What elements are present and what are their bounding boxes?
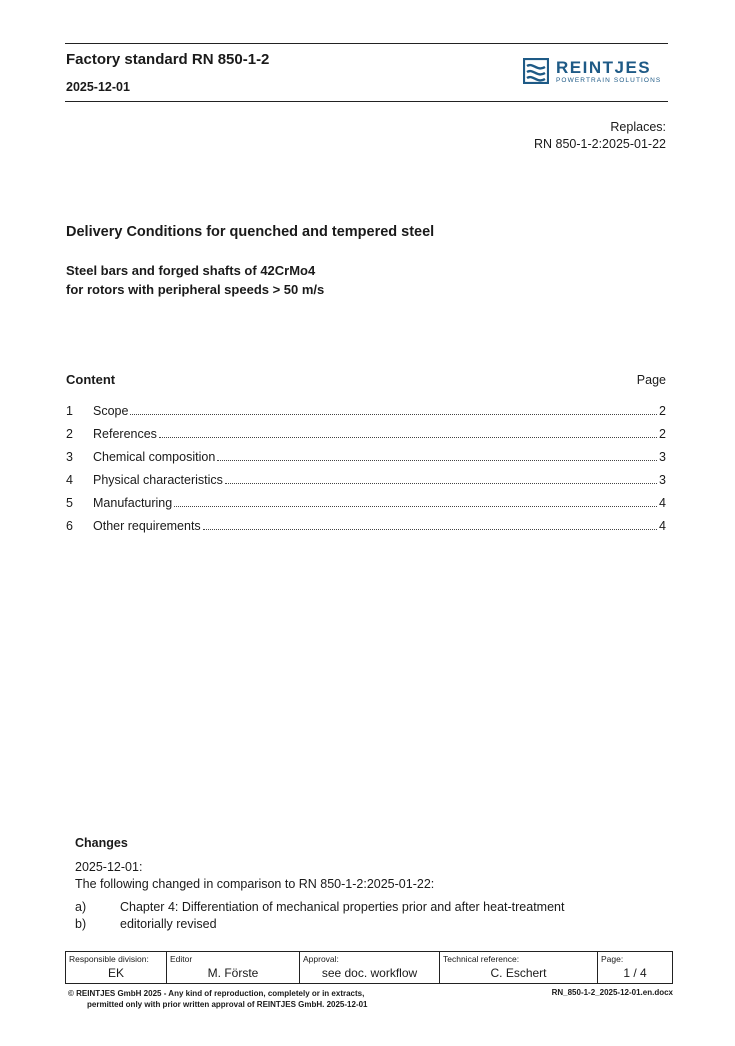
toc-title: Manufacturing [93, 496, 173, 510]
subtitle-line-2: for rotors with peripheral speeds > 50 m/s [66, 282, 325, 297]
toc-leader-dots [159, 437, 657, 438]
copyright-notice [68, 988, 368, 1010]
subtitle-line-1: Steel bars and forged shafts of 42CrMo4 [66, 263, 316, 278]
toc-entry-scope[interactable] [66, 404, 666, 427]
header-bottom-rule [65, 101, 668, 102]
toc-number: 6 [66, 519, 73, 533]
toc-entry-references[interactable] [66, 427, 666, 450]
file-name: RN_850-1-2_2025-12-01.en.docx [551, 988, 673, 997]
toc-title: References [93, 427, 157, 441]
footer-cell-approval [300, 952, 440, 984]
subtitle [66, 261, 324, 299]
logo-name: REINTJES [556, 58, 652, 77]
change-text: Chapter 4: Differentiation of mechanical properties prior and after heat-treatment [120, 900, 565, 914]
change-item [75, 917, 564, 934]
toc-entry-physical-characteristics[interactable] [66, 473, 666, 496]
toc-leader-dots [225, 483, 657, 484]
header-top-rule [65, 43, 668, 44]
company-logo [523, 58, 668, 86]
footer-cell-technical-reference [440, 952, 598, 984]
technical-reference-value: C. Eschert [490, 966, 547, 980]
reintjes-wave-logo-icon [523, 58, 549, 84]
toc-title: Other requirements [93, 519, 201, 533]
responsible-label: Responsible division: [69, 954, 149, 964]
toc-title: Physical characteristics [93, 473, 223, 487]
footer-cell-responsible [66, 952, 167, 984]
responsible-value: EK [107, 966, 124, 980]
copyright-line-2: permitted only with prior written approval of REINTJES GmbH. 2025-12-01 [87, 1000, 368, 1009]
editor-value: M. Förste [207, 966, 259, 980]
content-heading: Content [66, 372, 116, 387]
replaces-label: Replaces: [610, 120, 666, 134]
page-label: Page: [601, 954, 624, 964]
content-page-heading: Page [636, 373, 666, 387]
toc-page: 2 [659, 404, 666, 418]
change-letter: a) [75, 900, 87, 914]
toc-page: 4 [659, 496, 666, 510]
toc-entry-other-requirements[interactable] [66, 519, 666, 542]
change-item [75, 900, 564, 917]
approval-value: see doc. workflow [321, 966, 418, 980]
toc-entry-manufacturing[interactable] [66, 496, 666, 519]
toc-number: 4 [66, 473, 73, 487]
toc-title: Scope [93, 404, 129, 418]
page-value: 1 / 4 [623, 966, 647, 980]
changes-heading: Changes [75, 836, 128, 850]
toc-leader-dots [130, 414, 657, 415]
toc-page: 4 [659, 519, 666, 533]
footer-cell-editor [167, 952, 300, 984]
footer-table [65, 951, 673, 984]
toc-leader-dots [203, 529, 657, 530]
replaces-value: RN 850-1-2:2025-01-22 [533, 137, 666, 151]
change-letter: b) [75, 917, 87, 931]
toc-page: 3 [659, 450, 666, 464]
toc-leader-dots [174, 506, 657, 507]
logo-tagline: POWERTRAIN SOLUTIONS [556, 77, 662, 84]
editor-label: Editor [170, 954, 193, 964]
toc-page: 3 [659, 473, 666, 487]
table-of-contents [66, 404, 666, 542]
toc-number: 3 [66, 450, 73, 464]
toc-number: 5 [66, 496, 73, 510]
replaces-block [534, 119, 666, 153]
document-title: Factory standard RN 850-1-2 [66, 51, 270, 68]
main-title: Delivery Conditions for quenched and tempered steel [66, 224, 435, 240]
footer-cell-page [598, 952, 673, 984]
toc-number: 2 [66, 427, 73, 441]
change-text: editorially revised [120, 917, 217, 931]
changes-date: 2025-12-01: [75, 860, 143, 874]
toc-number: 1 [66, 404, 73, 418]
copyright-line-1: © REINTJES GmbH 2025 - Any kind of reproduction, completely or in extracts, [68, 989, 365, 998]
technical-reference-label: Technical reference: [443, 954, 520, 964]
approval-label: Approval: [303, 954, 339, 964]
changes-intro: The following changed in comparison to RN 850-1-2:2025-01-22: [75, 877, 435, 891]
toc-leader-dots [217, 460, 657, 461]
toc-entry-chemical-composition[interactable] [66, 450, 666, 473]
toc-page: 2 [659, 427, 666, 441]
toc-title: Chemical composition [93, 450, 216, 464]
changes-list [75, 900, 564, 934]
document-date: 2025-12-01 [66, 80, 130, 94]
